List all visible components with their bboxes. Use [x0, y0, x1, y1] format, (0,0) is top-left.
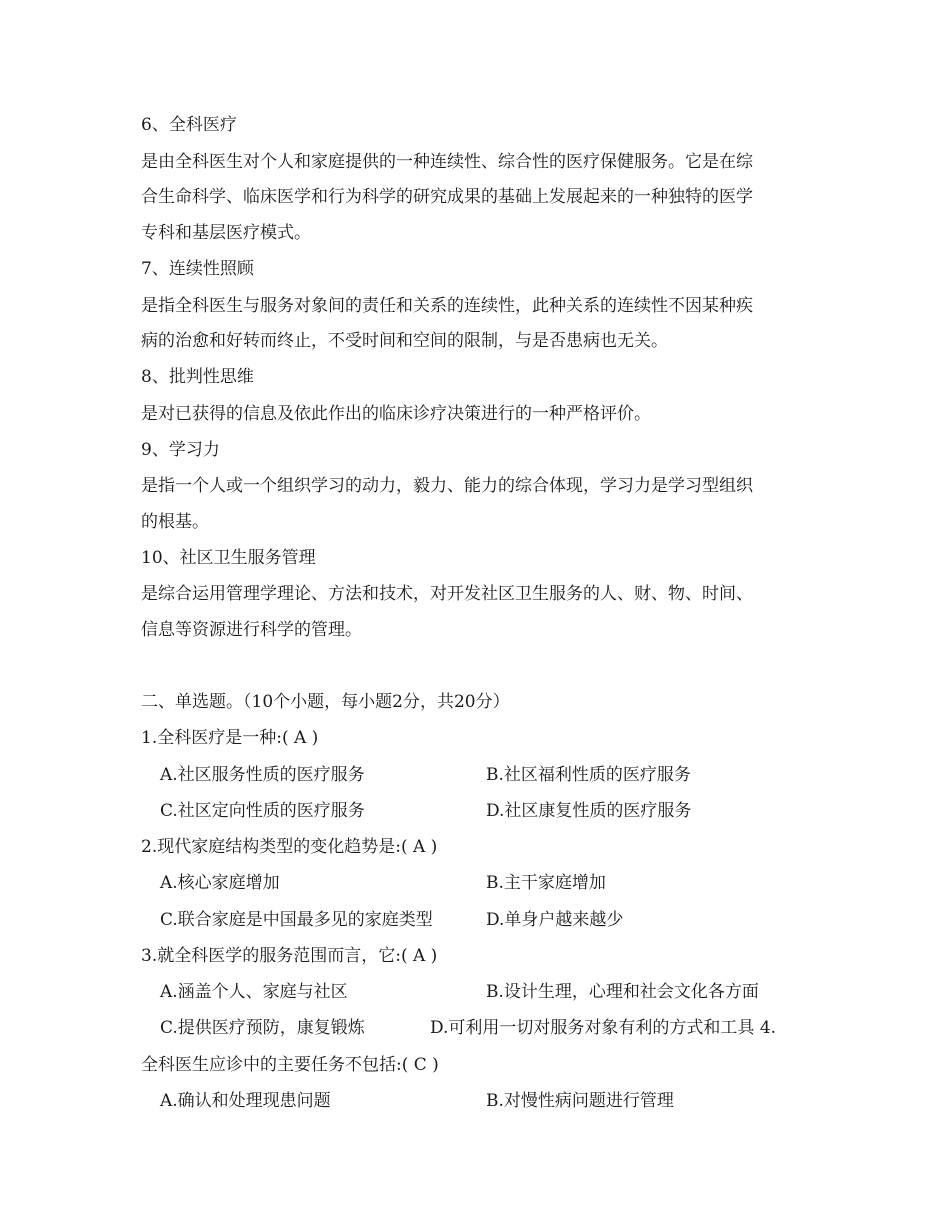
option-d: D.社区康复性质的医疗服务: [486, 801, 692, 821]
term-body-line: 是由全科医生对个人和家庭提供的一种连续性、综合性的医疗保健服务。它是在综: [141, 152, 753, 172]
term-body-line: 是对已获得的信息及依此作出的临床诊疗决策进行的一种严格评价。: [141, 404, 651, 424]
question-stem: 2.现代家庭结构类型的变化趋势是:( A ): [141, 837, 438, 857]
option-a: A.社区服务性质的医疗服务: [160, 765, 365, 785]
option-b: B.主干家庭增加: [486, 873, 606, 893]
option-a: A.确认和处理现患问题: [160, 1091, 331, 1111]
term-heading: 7、连续性照顾: [141, 259, 254, 279]
term-body-line: 专科和基层医疗模式。: [141, 223, 311, 243]
term-body-line: 是综合运用管理学理论、方法和技术，对开发社区卫生服务的人、财、物、时间、: [141, 584, 753, 604]
term-heading: 9、学习力: [141, 440, 220, 460]
section-title: 二、单选题。（10个小题，每小题2分，共20分）: [141, 692, 510, 712]
term-body-line: 信息等资源进行科学的管理。: [141, 620, 362, 640]
option-a: A.涵盖个人、家庭与社区: [160, 982, 348, 1002]
term-body-line: 是指全科医生与服务对象间的责任和关系的连续性，此种关系的连续性不因某种疾: [141, 296, 753, 316]
option-c: C.联合家庭是中国最多见的家庭类型: [160, 910, 433, 930]
term-heading: 6、全科医疗: [141, 115, 237, 135]
option-a: A.核心家庭增加: [160, 873, 280, 893]
term-body-line: 合生命科学、临床医学和行为科学的研究成果的基础上发展起来的一种独特的医学: [141, 187, 753, 207]
term-body-line: 的根基。: [141, 512, 209, 532]
term-heading: 10、社区卫生服务管理: [141, 548, 316, 568]
option-d: D.单身户越来越少: [486, 910, 624, 930]
option-c: C.提供医疗预防，康复锻炼: [160, 1018, 365, 1038]
option-c: C.社区定向性质的医疗服务: [160, 801, 365, 821]
question-stem: 3.就全科医学的服务范围而言，它:( A ): [141, 946, 438, 966]
question-stem: 全科医生应诊中的主要任务不包括:( C ): [141, 1055, 439, 1075]
option-b: B.设计生理，心理和社会文化各方面: [486, 982, 759, 1002]
option-d: D.可利用一切对服务对象有利的方式和工具 4.: [430, 1018, 777, 1038]
option-b: B.社区福利性质的医疗服务: [486, 765, 691, 785]
option-b: B.对慢性病问题进行管理: [486, 1091, 674, 1111]
question-stem: 1.全科医疗是一种:( A ): [141, 728, 319, 748]
term-body-line: 病的治愈和好转而终止，不受时间和空间的限制，与是否患病也无关。: [141, 331, 668, 351]
term-body-line: 是指一个人或一个组织学习的动力，毅力、能力的综合体现，学习力是学习型组织: [141, 476, 753, 496]
term-heading: 8、批判性思维: [141, 367, 254, 387]
